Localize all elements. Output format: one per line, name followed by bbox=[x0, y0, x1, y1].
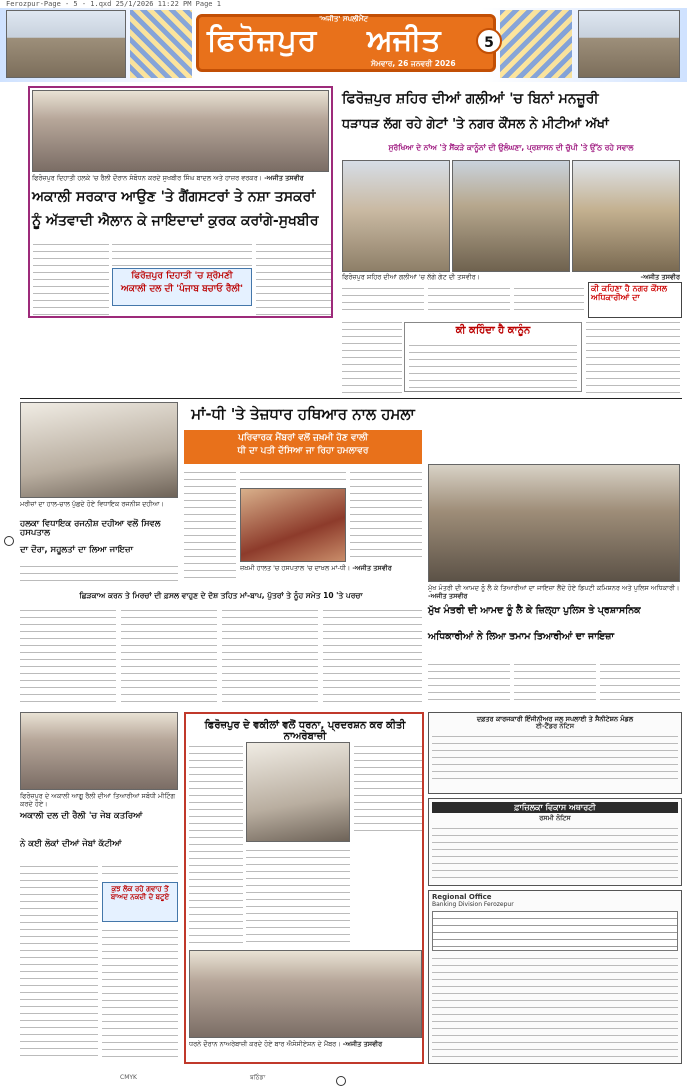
footer-center: ਬਠਿੰਡਾ bbox=[250, 1074, 266, 1081]
tender-notice-1 bbox=[428, 712, 682, 794]
caption-text: ਫਿਰੋਜ਼ਪੁਰ ਸ਼ਹਿਰ ਦੀਆਂ ਗਲੀਆਂ 'ਚ ਲੱਗੇ ਗੇਟ ਦੀ ਤਸਵੀਰ। bbox=[342, 273, 481, 281]
akali-rally-headline-2: ਨੇ ਕਈ ਲੋਕਾਂ ਦੀਆਂ ਜੇਬਾਂ ਕੱਟੀਆਂ bbox=[20, 839, 122, 849]
caption-credit: -ਅਜੀਤ ਤਸਵੀਰ bbox=[342, 1040, 383, 1048]
lawyers-headline: ਫਿਰੋਜ਼ਪੁਰ ਦੇ ਵਕੀਲਾਂ ਵਲੋਂ ਧਰਨਾ, ਪ੍ਰਦਰਸ਼ਨ ਕਰ ਕੀਤੀ ਨਾਅਰੇਬਾਜ਼ੀ bbox=[204, 720, 406, 742]
gates-photo-caption bbox=[342, 273, 680, 281]
cm-body-col-2 bbox=[514, 660, 596, 706]
hospital-headline-2: ਦਾ ਦੌਰਾ, ਸਹੂਲਤਾਂ ਦਾ ਲਿਆ ਜਾਇਜ਼ਾ bbox=[20, 545, 134, 555]
attack-headline: ਮਾਂ-ਧੀ 'ਤੇ ਤੇਜ਼ਧਾਰ ਹਥਿਆਰ ਨਾਲ ਹਮਲਾ bbox=[191, 405, 415, 423]
cm-visit-photo bbox=[428, 464, 680, 582]
masthead bbox=[0, 8, 687, 82]
caption-text: ਮੁੱਖ ਮੰਤਰੀ ਦੀ ਆਮਦ ਨੂੰ ਲੈ ਕੇ ਤਿਆਰੀਆਂ ਦਾ ਜਾਇਜ਼ਾ ਲੈਂਦੇ ਹੋਏ ਡਿਪਟੀ ਕਮਿਸ਼ਨਰ ਅਤੇ ਪੁਲਿਸ ਅਧਿਕਾਰੀ। bbox=[428, 584, 680, 592]
sukhbir-photo-caption bbox=[32, 174, 329, 184]
notice-3-sub: Banking Division Ferozepur bbox=[432, 901, 514, 908]
masthead-title-right: ਅਜੀਤ bbox=[367, 23, 441, 58]
registration-mark-left bbox=[4, 536, 14, 546]
notice-2-body bbox=[432, 824, 678, 880]
notice-2-title: ਫ਼ਾਜ਼ਿਲਕਾ ਵਿਕਾਸ ਅਥਾਰਟੀ bbox=[432, 802, 678, 813]
notice-1-sub: ਈ-ਟੈਂਡਰ ਨੋਟਿਸ bbox=[535, 722, 575, 730]
tender-notice-2 bbox=[428, 798, 682, 886]
notice-3-title: Regional Office bbox=[432, 893, 492, 901]
cm-body-col-1 bbox=[428, 660, 510, 706]
masthead-pattern-right bbox=[500, 10, 572, 78]
akali-rally-inset bbox=[102, 882, 178, 922]
cm-visit-headline-1: ਮੁੱਖ ਮੰਤਰੀ ਦੀ ਆਮਦ ਨੂੰ ਲੈ ਕੇ ਜ਼ਿਲ੍ਹਾ ਪੁਲਿਸ ਤੇ ਪ੍ਰਸ਼ਾਸਨਿਕ bbox=[428, 605, 641, 616]
sukhbir-body-col-2 bbox=[112, 240, 252, 266]
gates-photo-1 bbox=[342, 160, 450, 272]
law-box-title: ਕੀ ਕਹਿੰਦਾ ਹੈ ਕਾਨੂੰਨ bbox=[455, 325, 531, 336]
pesticide-col-2 bbox=[121, 606, 217, 704]
lawyers-col-3 bbox=[354, 742, 422, 832]
notice-2-sub: ਰਸਮੀ ਨੋਟਿਸ bbox=[539, 814, 571, 822]
gates-story-lower bbox=[340, 318, 682, 396]
attack-photo bbox=[240, 488, 346, 562]
divider bbox=[20, 398, 682, 399]
lawyers-caption bbox=[189, 1040, 422, 1060]
hospital-story bbox=[20, 402, 180, 588]
gates-lower-col-3 bbox=[586, 318, 680, 394]
hospital-photo bbox=[20, 402, 178, 498]
attack-body-col-3 bbox=[350, 468, 422, 562]
masthead-pattern-left bbox=[130, 10, 192, 78]
side-box-title: ਕੀ ਕਹਿਣਾ ਹੈ ਨਗਰ ਕੌਂਸਲ ਅਧਿਕਾਰੀਆਂ ਦਾ bbox=[591, 284, 668, 302]
print-slug: Ferozpur-Page - 5 - 1.qxd 25/1/2026 11:22 PM Page 1 bbox=[6, 0, 221, 8]
cm-visit-caption bbox=[428, 584, 680, 602]
law-box-body bbox=[409, 341, 577, 389]
hospital-headline-1: ਹਲਕਾ ਵਿਧਾਇਕ ਰਜਨੀਸ਼ ਦਹੀਆ ਵਲੋਂ ਸਿਵਲ ਹਸਪਤਾਲ bbox=[20, 519, 161, 539]
gates-side-box bbox=[588, 282, 682, 318]
pesticide-col-3 bbox=[222, 606, 318, 704]
akali-rally-photo bbox=[20, 712, 178, 790]
gates-photo-2 bbox=[452, 160, 570, 272]
sukhbir-headline-2: ਨੂੰ ਅੱਤਵਾਦੀ ਐਲਾਨ ਕੇ ਜਾਇਦਾਦਾਂ ਕੁਰਕ ਕਰਾਂਗੇ-ਸੁਖਬੀਰ bbox=[32, 213, 319, 229]
lawyers-photo-1 bbox=[246, 742, 350, 842]
lawyers-photo-2 bbox=[189, 950, 422, 1038]
notice-3-body bbox=[432, 954, 678, 1058]
gates-body-col-3 bbox=[514, 284, 584, 316]
akali-rally-headline-1: ਅਕਾਲੀ ਦਲ ਦੀ ਰੈਲੀ 'ਚ ਜੇਬ ਕਤਰਿਆਂ bbox=[20, 811, 143, 821]
attack-photo-caption bbox=[240, 564, 422, 572]
cm-body-col-3 bbox=[600, 660, 680, 706]
akali-rally-story bbox=[20, 712, 180, 1072]
gates-body-col-2 bbox=[428, 284, 510, 316]
attack-subhead-2: ਧੀ ਦਾ ਪਤੀ ਦੱਸਿਆ ਜਾ ਰਿਹਾ ਹਮਲਾਵਰ bbox=[237, 446, 369, 456]
gates-subhead: ਸੁਰੱਖਿਆ ਦੇ ਨਾਂਅ 'ਤੇ ਸੈਂਕੜੇ ਕਾਨੂੰਨਾਂ ਦੀ ਉਲੰਘਣਾ, ਪ੍ਰਸ਼ਾਸਨ ਦੀ ਚੁੱਪੀ 'ਤੇ ਉੱਠ ਰਹੇ ਸਵਾਲ bbox=[388, 143, 634, 152]
sukhbir-body-col-3 bbox=[256, 240, 331, 316]
caption-credit: -ਅਜੀਤ ਤਸਵੀਰ bbox=[428, 592, 468, 600]
notice-3-table bbox=[432, 911, 678, 951]
sukhbir-story bbox=[28, 86, 333, 318]
sukhbir-photo bbox=[32, 90, 329, 172]
lawyers-col-2 bbox=[246, 846, 350, 946]
masthead-title-box bbox=[196, 14, 496, 72]
inset-head-2: ਅਕਾਲੀ ਦਲ ਦੀ 'ਪੰਜਾਬ ਬਚਾਓ ਰੈਲੀ' bbox=[120, 283, 244, 294]
gates-headline-2: ਧੜਾਧੜ ਲੱਗ ਰਹੇ ਗੇਟਾਂ 'ਤੇ ਨਗਰ ਕੌਂਸਲ ਨੇ ਮੀਟੀਆਂ ਅੱਖਾਂ bbox=[342, 117, 609, 132]
masthead-right-photo bbox=[578, 10, 680, 78]
hospital-body bbox=[20, 562, 178, 586]
pesticide-col-1 bbox=[20, 606, 116, 704]
caption-credit: -ਅਜੀਤ ਤਸਵੀਰ bbox=[352, 564, 392, 572]
cm-visit-story bbox=[428, 464, 682, 708]
gates-story bbox=[340, 86, 682, 318]
caption-text: ਫਿਰੋਜ਼ਪੁਰ ਦਿਹਾਤੀ ਹਲਕੇ 'ਚ ਰੈਲੀ ਦੌਰਾਨ ਸੰਬੋਧਨ ਕਰਦੇ ਸੁਖਬੀਰ ਸਿੰਘ ਬਾਦਲ ਅਤੇ ਹਾਜ਼ਰ ਵਰਕਰ। bbox=[32, 174, 263, 182]
gates-lower-col-1 bbox=[342, 318, 402, 394]
law-box bbox=[404, 322, 582, 392]
attack-subhead-band bbox=[184, 430, 422, 464]
sukhbir-body-col-1 bbox=[33, 240, 109, 316]
masthead-tag: 'ਅਜੀਤ' ਸਪਲੀਮੈਂਟ bbox=[319, 15, 369, 23]
inset-text: ਕੁਝ ਲੋਕ ਰਹੇ ਗਵਾਹ ਤੋਂ ਬਾਅਦ ਨਕਦੀ ਦੇ ਬਟੂਏ bbox=[110, 885, 170, 901]
gates-photo-3 bbox=[572, 160, 680, 272]
pesticide-headline: ਛਿੜਕਾਅ ਕਰਨ ਤੇ ਮਿਰਚਾਂ ਦੀ ਫ਼ਸਲ ਵਾਹੁਣ ਦੇ ਦੋਸ਼ ਤਹਿਤ ਮਾਂ-ਬਾਪ, ਪੁੱਤਰਾਂ ਤੇ ਨੂੰਹ ਸਮੇਤ 10 'ਤੇ ਪਰਚਾ bbox=[79, 591, 363, 600]
pesticide-col-4 bbox=[323, 606, 422, 704]
sukhbir-headline-1: ਅਕਾਲੀ ਸਰਕਾਰ ਆਉਣ 'ਤੇ ਗੈਂਗਸਟਰਾਂ ਤੇ ਨਸ਼ਾ ਤਸਕਰਾਂ bbox=[32, 189, 316, 205]
lawyers-col-1 bbox=[189, 742, 243, 948]
attack-body-col-2 bbox=[240, 468, 346, 486]
gates-headline-1: ਫਿਰੋਜ਼ਪੁਰ ਸ਼ਹਿਰ ਦੀਆਂ ਗਲੀਆਂ 'ਚ ਬਿਨਾਂ ਮਨਜ਼ੂਰੀ bbox=[342, 91, 599, 107]
caption-credit: -ਅਜੀਤ ਤਸਵੀਰ bbox=[640, 273, 680, 281]
attack-story bbox=[184, 402, 424, 588]
attack-body-col-1 bbox=[184, 468, 236, 578]
masthead-left-photo bbox=[6, 10, 126, 78]
notice-1-body bbox=[432, 732, 678, 784]
caption-credit: -ਅਜੀਤ ਤਸਵੀਰ bbox=[264, 174, 304, 182]
tender-notice-3 bbox=[428, 890, 682, 1064]
caption-text: ਜ਼ਖ਼ਮੀ ਹਾਲਤ 'ਚ ਹਸਪਤਾਲ 'ਚ ਦਾਖ਼ਲ ਮਾਂ-ਧੀ। bbox=[240, 564, 351, 572]
pesticide-story bbox=[20, 592, 424, 708]
footer-left: CMYK bbox=[120, 1074, 137, 1081]
sukhbir-inset-box bbox=[112, 268, 252, 306]
inset-head-1: ਫਿਰੋਜ਼ਪੁਰ ਦਿਹਾਤੀ 'ਚ ਸ਼੍ਰੋਮਣੀ bbox=[131, 271, 233, 281]
notice-1-title: ਦਫ਼ਤਰ ਕਾਰਜਕਾਰੀ ਇੰਜੀਨੀਅਰ ਜਲ ਸਪਲਾਈ ਤੇ ਸੈਨੀਟੇਸ਼ਨ ਮੰਡਲ bbox=[476, 715, 634, 723]
cm-visit-headline-2: ਅਧਿਕਾਰੀਆਂ ਨੇ ਲਿਆ ਤਮਾਮ ਤਿਆਰੀਆਂ ਦਾ ਜਾਇਜ਼ਾ bbox=[428, 631, 615, 642]
page-number-badge: 5 bbox=[476, 28, 502, 54]
registration-mark-bottom bbox=[336, 1076, 346, 1086]
lawyers-story bbox=[184, 712, 424, 1064]
akali-rally-col-1 bbox=[20, 862, 98, 1062]
gates-body-col-1 bbox=[342, 284, 424, 316]
caption-text: ਧਰਨੇ ਦੌਰਾਨ ਨਾਅਰੇਬਾਜ਼ੀ ਕਰਦੇ ਹੋਏ ਬਾਰ ਐਸੋਸੀਏਸ਼ਨ ਦੇ ਮੈਂਬਰ। bbox=[189, 1040, 341, 1048]
akali-rally-col-3 bbox=[102, 926, 178, 1062]
masthead-title-left: ਫਿਰੋਜ਼ਪੁਰ bbox=[207, 23, 318, 58]
masthead-date: ਸੋਮਵਾਰ, 26 ਜਨਵਰੀ 2026 bbox=[371, 59, 456, 68]
akali-rally-col-2 bbox=[102, 862, 178, 880]
akali-rally-caption: ਫਿਰੋਜ਼ਪੁਰ ਦੇ ਅਕਾਲੀ ਆਗੂ ਰੈਲੀ ਦੀਆਂ ਤਿਆਰੀਆਂ ਸਬੰਧੀ ਮੀਟਿੰਗ ਕਰਦੇ ਹੋਏ। bbox=[20, 792, 178, 808]
hospital-photo-caption: ਮਰੀਜ਼ਾਂ ਦਾ ਹਾਲ-ਚਾਲ ਪੁੱਛਦੇ ਹੋਏ ਵਿਧਾਇਕ ਰਜਨੀਸ਼ ਦਹੀਆ। bbox=[20, 500, 178, 516]
attack-subhead-1: ਪਰਿਵਾਰਕ ਮੈਂਬਰਾਂ ਵਲੋਂ ਜ਼ਖ਼ਮੀ ਹੋਣ ਵਾਲੀ bbox=[238, 433, 368, 443]
